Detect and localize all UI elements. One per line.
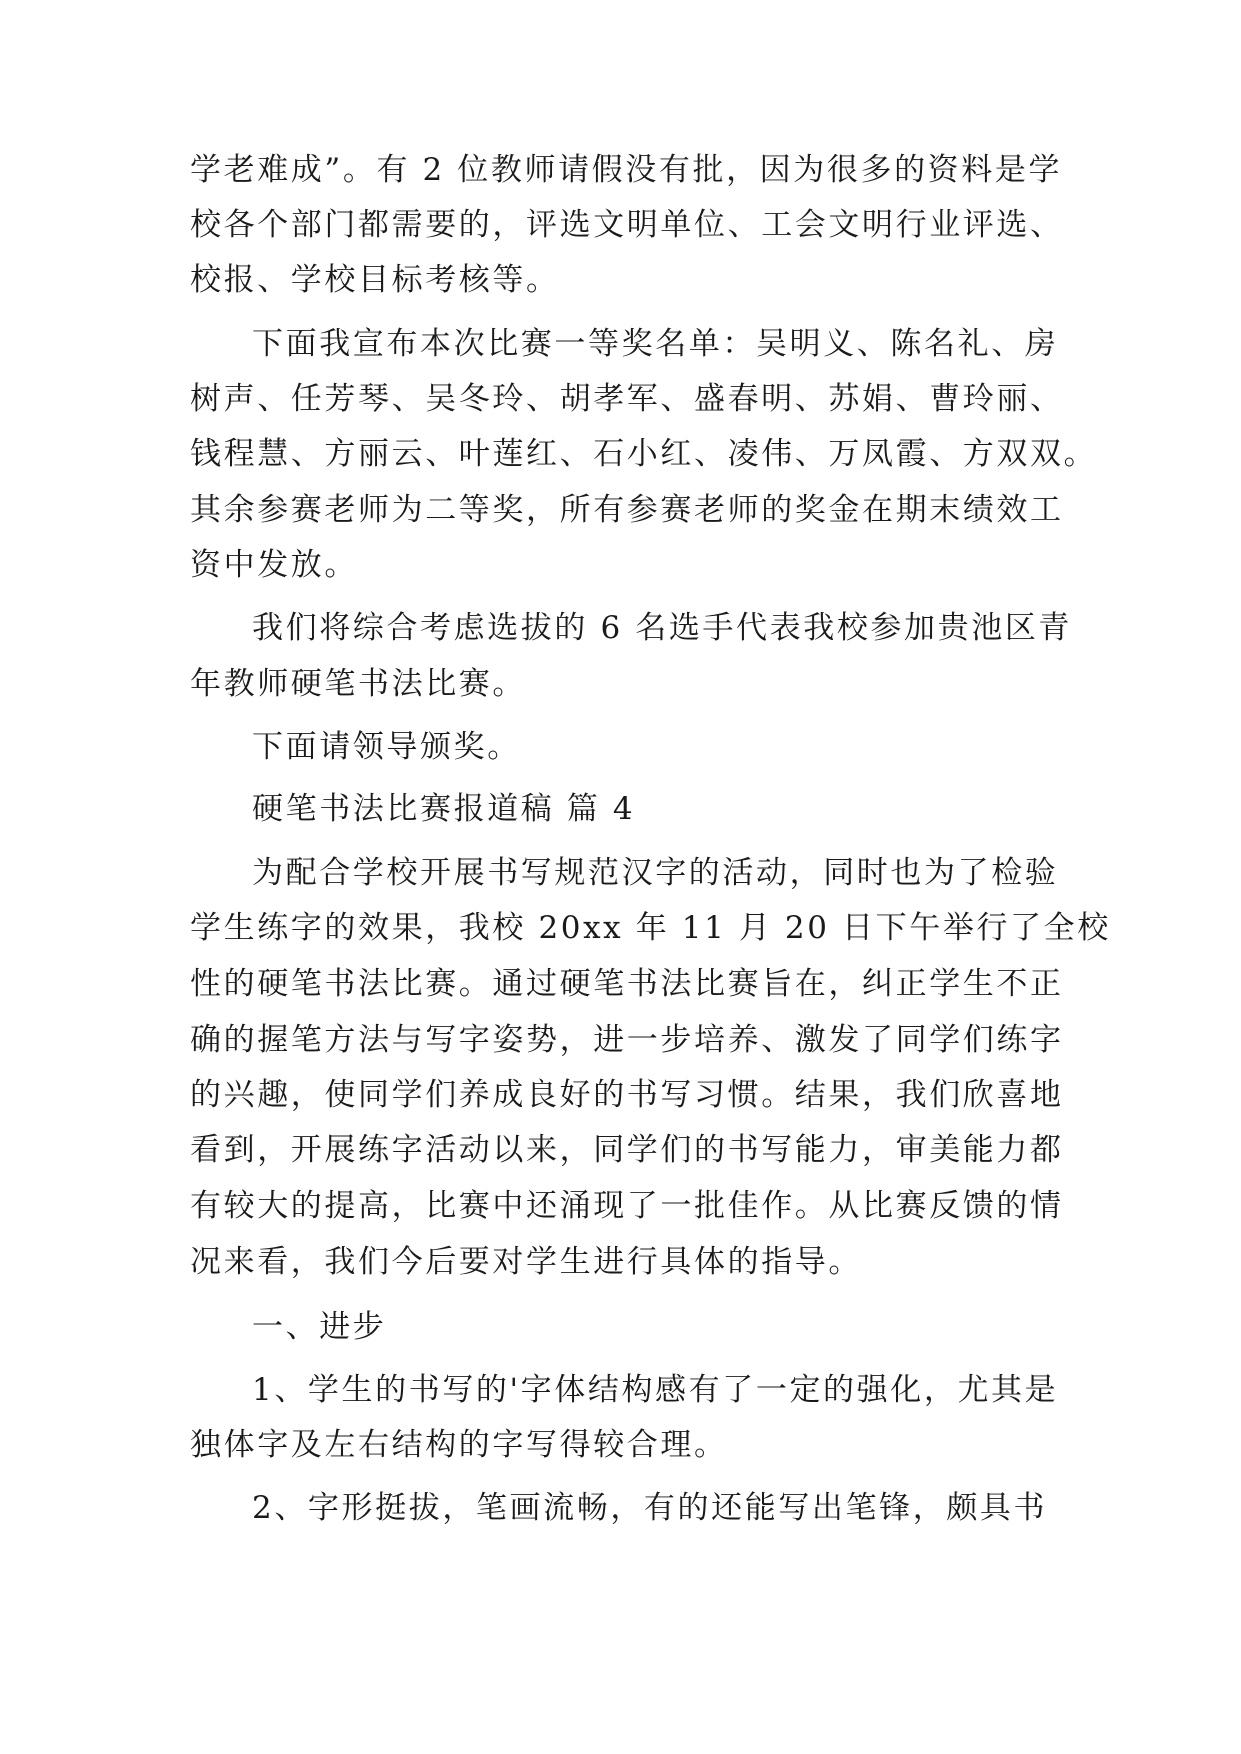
text-line: 确的握笔方法与写字姿势，进一步培养、激发了同学们练字 — [190, 1022, 1064, 1058]
text-line: 性的硬笔书法比赛。通过硬笔书法比赛旨在，纠正学生不正 — [190, 966, 1064, 1002]
section-heading: 硬笔书法比赛报道稿 篇 4 — [252, 791, 636, 827]
text-line: 资中发放。 — [190, 547, 358, 583]
text-line: 看到，开展练字活动以来，同学们的书写能力，审美能力都 — [190, 1132, 1064, 1168]
paragraph-first-line: 为配合学校开展书写规范汉字的活动，同时也为了检验 — [252, 855, 1059, 891]
text-line: 独体字及左右结构的字写得较合理。 — [190, 1427, 728, 1463]
text-line: 学老难成”。有 2 位教师请假没有批，因为很多的资料是学 — [190, 152, 1063, 188]
text-line: 钱程慧、方丽云、叶莲红、石小红、凌伟、万凤霞、方双双。 — [190, 436, 1098, 472]
text-line: 的兴趣，使同学们养成良好的书写习惯。结果，我们欣喜地 — [190, 1077, 1064, 1113]
text-line: 校各个部门都需要的，评选文明单位、工会文明行业评选、 — [190, 207, 1064, 243]
paragraph-first-line: 2、字形挺拔，笔画流畅，有的还能写出笔锋，颇具书 — [252, 1490, 1048, 1526]
text-line: 校报、学校目标考核等。 — [190, 262, 560, 298]
text-line: 学生练字的效果，我校 20xx 年 11 月 20 日下午举行了全校 — [190, 910, 1111, 946]
subsection-heading: 一、进步 — [252, 1309, 387, 1345]
text-line: 有较大的提高，比赛中还涌现了一批佳作。从比赛反馈的情 — [190, 1188, 1064, 1224]
paragraph-first-line: 1、学生的书写的'字体结构感有了一定的强化，尤其是 — [252, 1372, 1059, 1408]
paragraph-first-line: 下面请领导颁奖。 — [252, 729, 521, 765]
text-line: 其余参赛老师为二等奖，所有参赛老师的奖金在期末绩效工 — [190, 492, 1064, 528]
text-line: 树声、任芳琴、吴冬玲、胡孝军、盛春明、苏娟、曹玲丽、 — [190, 381, 1064, 417]
text-line: 况来看，我们今后要对学生进行具体的指导。 — [190, 1244, 862, 1280]
text-line: 年教师硬笔书法比赛。 — [190, 666, 526, 702]
paragraph-first-line: 我们将综合考虑选拔的 6 名选手代表我校参加贵池区青 — [252, 610, 1073, 646]
paragraph-first-line: 下面我宣布本次比赛一等奖名单：吴明义、陈名礼、房 — [252, 326, 1059, 362]
